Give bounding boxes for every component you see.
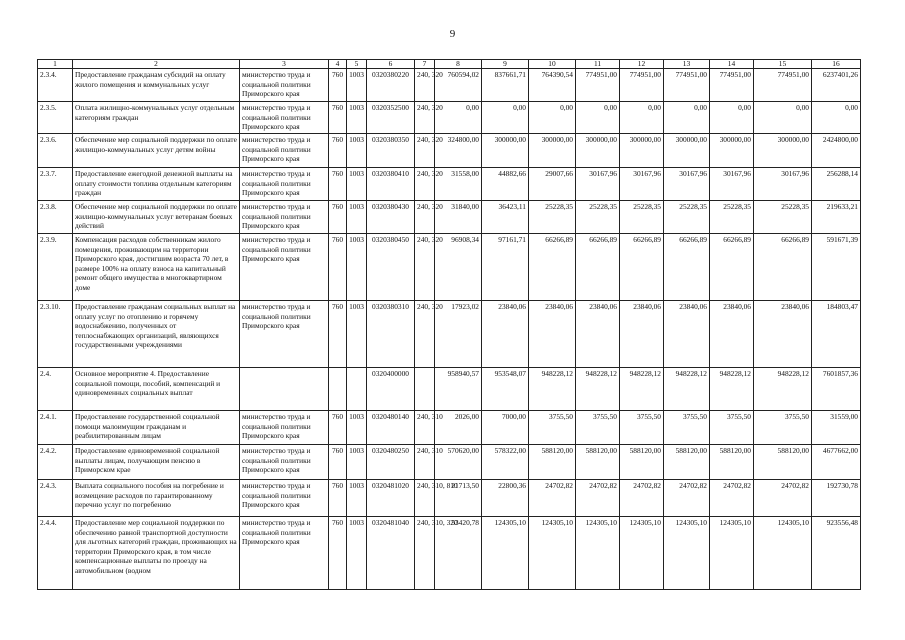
- row-number: 2.4.1.: [38, 411, 73, 445]
- amount-value: 958940,57: [435, 368, 482, 411]
- row-number: 2.4.3.: [38, 480, 73, 517]
- amount-value: 774951,00: [664, 69, 710, 102]
- amount-value: 24702,82: [620, 480, 664, 517]
- executor: министерство труда и социальной политики Приморского края: [240, 234, 329, 301]
- amount-value: 23840,06: [664, 301, 710, 368]
- amount-value: 25228,35: [576, 201, 620, 234]
- amount-value: 0,00: [529, 102, 576, 134]
- amount-value: 774951,00: [620, 69, 664, 102]
- measure-name: Предоставление мер социальной поддержки по обеспечению равной транспортной доступности для льготных категорий граждан, проживающих на территории Приморского края, в том числе компенсационные выплаты по проезду на автомобильном (водном: [73, 517, 240, 590]
- code-target-article: 0320380220: [367, 69, 415, 102]
- column-number-header-row: [38, 60, 861, 69]
- amount-value: 764390,54: [529, 69, 576, 102]
- amount-value: 774951,00: [710, 69, 754, 102]
- code-expense-type: 240, 310, 320: [415, 517, 435, 590]
- code-expense-type: 240, 320: [415, 102, 435, 134]
- code-expense-type: 240, 320: [415, 134, 435, 168]
- amount-value: 24702,82: [576, 480, 620, 517]
- amount-value: 953548,07: [482, 368, 529, 411]
- code-grbs: 760: [329, 134, 347, 168]
- amount-value: 588120,00: [710, 445, 754, 480]
- table-row: [38, 234, 861, 301]
- amount-value: 124305,10: [576, 517, 620, 590]
- measure-name: Предоставление гражданам субсидий на оплату жилого помещения и коммунальных услуг: [73, 69, 240, 102]
- measure-name: Предоставление государственной социальной помощи малоимущим гражданам и реабилитированным лицам: [73, 411, 240, 445]
- code-target-article: 0320480140: [367, 411, 415, 445]
- amount-total: 2424800,00: [812, 134, 861, 168]
- column-header: 5: [347, 60, 367, 69]
- executor: министерство труда и социальной политики Приморского края: [240, 301, 329, 368]
- code-section: 1003: [347, 517, 367, 590]
- code-target-article: 0320481020: [367, 480, 415, 517]
- code-target-article: 0320400000: [367, 368, 415, 411]
- code-grbs: 760: [329, 445, 347, 480]
- amount-value: 7000,00: [482, 411, 529, 445]
- amount-value: 570620,00: [435, 445, 482, 480]
- amount-value: 774951,00: [754, 69, 812, 102]
- amount-value: 948228,12: [529, 368, 576, 411]
- amount-value: 760594,02: [435, 69, 482, 102]
- executor: министерство труда и социальной политики Приморского края: [240, 102, 329, 134]
- executor: министерство труда и социальной политики Приморского края: [240, 480, 329, 517]
- code-target-article: 0320380410: [367, 168, 415, 201]
- amount-value: 3755,50: [754, 411, 812, 445]
- table-row: [38, 445, 861, 480]
- amount-total: 192730,78: [812, 480, 861, 517]
- code-expense-type: [415, 368, 435, 411]
- amount-value: 25228,35: [710, 201, 754, 234]
- code-grbs: 760: [329, 480, 347, 517]
- code-expense-type: 240, 320: [415, 301, 435, 368]
- code-section: 1003: [347, 480, 367, 517]
- amount-value: 324800,00: [435, 134, 482, 168]
- amount-total: 256288,14: [812, 168, 861, 201]
- code-grbs: [329, 368, 347, 411]
- row-number: 2.3.9.: [38, 234, 73, 301]
- amount-value: 23840,06: [620, 301, 664, 368]
- table-row: [38, 102, 861, 134]
- column-header: 12: [620, 60, 664, 69]
- column-header: 8: [435, 60, 482, 69]
- executor: министерство труда и социальной политики Приморского края: [240, 69, 329, 102]
- table-row: [38, 517, 861, 590]
- column-header: 4: [329, 60, 347, 69]
- amount-value: 124305,10: [754, 517, 812, 590]
- column-header: 2: [73, 60, 240, 69]
- column-header: 14: [710, 60, 754, 69]
- amount-value: 25228,35: [529, 201, 576, 234]
- amount-value: 23840,06: [576, 301, 620, 368]
- amount-value: 23840,06: [529, 301, 576, 368]
- amount-value: 948228,12: [576, 368, 620, 411]
- amount-value: 31840,00: [435, 201, 482, 234]
- amount-value: 23840,06: [754, 301, 812, 368]
- column-header: 1: [38, 60, 73, 69]
- measure-name: Компенсация расходов собственникам жилого помещения, проживающим на территории Приморского края, достигшим возраста 70 лет, в размере 100% на оплату взноса на капитальный ремонт общего имущества в многоквартирном доме: [73, 234, 240, 301]
- amount-value: 300000,00: [754, 134, 812, 168]
- table-row: [38, 168, 861, 201]
- amount-value: 2026,00: [435, 411, 482, 445]
- code-expense-type: 240, 320: [415, 69, 435, 102]
- amount-value: 300000,00: [710, 134, 754, 168]
- amount-value: 124305,10: [529, 517, 576, 590]
- code-grbs: 760: [329, 69, 347, 102]
- amount-value: 36423,11: [482, 201, 529, 234]
- amount-value: 0,00: [482, 102, 529, 134]
- code-expense-type: 240, 320: [415, 168, 435, 201]
- amount-value: 837661,71: [482, 69, 529, 102]
- amount-value: 3755,50: [576, 411, 620, 445]
- table-row: [38, 69, 861, 102]
- row-number: 2.3.5.: [38, 102, 73, 134]
- code-grbs: 760: [329, 201, 347, 234]
- amount-value: 578322,00: [482, 445, 529, 480]
- amount-value: 3755,50: [710, 411, 754, 445]
- column-header: 16: [812, 60, 861, 69]
- executor: [240, 368, 329, 411]
- column-header: 7: [415, 60, 435, 69]
- amount-value: 3755,50: [529, 411, 576, 445]
- amount-value: 300000,00: [664, 134, 710, 168]
- code-grbs: 760: [329, 301, 347, 368]
- code-section: 1003: [347, 445, 367, 480]
- code-target-article: 0320380430: [367, 201, 415, 234]
- amount-total: 219633,21: [812, 201, 861, 234]
- code-section: 1003: [347, 102, 367, 134]
- measure-name: Обеспечение мер социальной поддержки по оплате жилищно-коммунальных услуг ветеранам боевых действий: [73, 201, 240, 234]
- amount-value: 588120,00: [620, 445, 664, 480]
- row-number: 2.3.7.: [38, 168, 73, 201]
- amount-total: 4677662,00: [812, 445, 861, 480]
- code-expense-type: 240, 320: [415, 201, 435, 234]
- row-number: 2.3.8.: [38, 201, 73, 234]
- amount-value: 30167,96: [576, 168, 620, 201]
- code-expense-type: 240, 310: [415, 445, 435, 480]
- amount-value: 588120,00: [754, 445, 812, 480]
- column-header: 9: [482, 60, 529, 69]
- table-row: [38, 201, 861, 234]
- code-grbs: 760: [329, 411, 347, 445]
- amount-value: 774951,00: [576, 69, 620, 102]
- amount-value: 3755,50: [620, 411, 664, 445]
- amount-total: 0,00: [812, 102, 861, 134]
- amount-value: 30167,96: [620, 168, 664, 201]
- budget-table: [37, 59, 861, 590]
- amount-value: 66266,89: [620, 234, 664, 301]
- amount-value: 300000,00: [482, 134, 529, 168]
- amount-value: 30167,96: [664, 168, 710, 201]
- amount-total: 184803,47: [812, 301, 861, 368]
- measure-name: Предоставление единовременной социальной выплаты лицам, получающим пенсию в Приморском крае: [73, 445, 240, 480]
- amount-value: 588120,00: [529, 445, 576, 480]
- column-header: 13: [664, 60, 710, 69]
- code-section: 1003: [347, 411, 367, 445]
- code-expense-type: 240, 310: [415, 411, 435, 445]
- amount-value: 66266,89: [576, 234, 620, 301]
- column-header: 11: [576, 60, 620, 69]
- table-row: [38, 301, 861, 368]
- measure-name: Обеспечение мер социальной поддержки по оплате жилищно-коммунальных услуг детям войны: [73, 134, 240, 168]
- code-section: 1003: [347, 134, 367, 168]
- executor: министерство труда и социальной политики Приморского края: [240, 411, 329, 445]
- code-expense-type: 240, 310, 810: [415, 480, 435, 517]
- code-target-article: 0320480250: [367, 445, 415, 480]
- column-header: 15: [754, 60, 812, 69]
- code-section: 1003: [347, 168, 367, 201]
- amount-value: 22800,36: [482, 480, 529, 517]
- amount-value: 30167,96: [754, 168, 812, 201]
- code-section: [347, 368, 367, 411]
- amount-value: 66266,89: [710, 234, 754, 301]
- table-row: [38, 411, 861, 445]
- amount-value: 588120,00: [664, 445, 710, 480]
- measure-name: Предоставление ежегодной денежной выплаты на оплату стоимости топлива отдельным категориям граждан: [73, 168, 240, 201]
- row-number: 2.3.10.: [38, 301, 73, 368]
- executor: министерство труда и социальной политики Приморского края: [240, 168, 329, 201]
- executor: министерство труда и социальной политики Приморского края: [240, 134, 329, 168]
- amount-value: 948228,12: [754, 368, 812, 411]
- amount-value: 29007,66: [529, 168, 576, 201]
- table-row: [38, 480, 861, 517]
- amount-value: 25228,35: [754, 201, 812, 234]
- amount-value: 0,00: [435, 102, 482, 134]
- code-expense-type: 240, 320: [415, 234, 435, 301]
- executor: министерство труда и социальной политики Приморского края: [240, 517, 329, 590]
- amount-value: 24702,82: [529, 480, 576, 517]
- amount-total: 6237401,26: [812, 69, 861, 102]
- page-number: 9: [449, 28, 456, 40]
- amount-total: 7601857,36: [812, 368, 861, 411]
- amount-value: 66266,89: [529, 234, 576, 301]
- amount-value: 0,00: [664, 102, 710, 134]
- amount-value: 25228,35: [620, 201, 664, 234]
- amount-value: 66266,89: [664, 234, 710, 301]
- amount-value: 17923,02: [435, 301, 482, 368]
- column-header: 3: [240, 60, 329, 69]
- amount-value: 24702,82: [664, 480, 710, 517]
- amount-value: 3755,50: [664, 411, 710, 445]
- code-target-article: 0320481040: [367, 517, 415, 590]
- measure-name: Предоставление гражданам социальных выплат на оплату услуг по отоплению и горячему водоснабжению, полученных от теплоснабжающих организаций, являющихся государственными учреждениями: [73, 301, 240, 368]
- amount-value: 0,00: [576, 102, 620, 134]
- amount-value: 66266,89: [754, 234, 812, 301]
- amount-value: 948228,12: [664, 368, 710, 411]
- amount-value: 53420,78: [435, 517, 482, 590]
- amount-value: 25228,35: [664, 201, 710, 234]
- measure-name: Основное мероприятие 4. Предоставление социальной помощи, пособий, компенсаций и единовременных социальных выплат: [73, 368, 240, 411]
- amount-value: 21713,50: [435, 480, 482, 517]
- row-number: 2.4.: [38, 368, 73, 411]
- row-number: 2.4.2.: [38, 445, 73, 480]
- row-number: 2.3.6.: [38, 134, 73, 168]
- amount-total: 591671,39: [812, 234, 861, 301]
- amount-value: 0,00: [754, 102, 812, 134]
- amount-value: 124305,10: [620, 517, 664, 590]
- amount-value: 44882,66: [482, 168, 529, 201]
- amount-value: 948228,12: [620, 368, 664, 411]
- code-grbs: 760: [329, 517, 347, 590]
- amount-value: 948228,12: [710, 368, 754, 411]
- code-grbs: 760: [329, 102, 347, 134]
- executor: министерство труда и социальной политики Приморского края: [240, 201, 329, 234]
- amount-value: 23840,06: [710, 301, 754, 368]
- code-section: 1003: [347, 201, 367, 234]
- code-section: 1003: [347, 234, 367, 301]
- amount-value: 0,00: [710, 102, 754, 134]
- amount-value: 24702,82: [754, 480, 812, 517]
- amount-value: 97161,71: [482, 234, 529, 301]
- amount-value: 124305,10: [482, 517, 529, 590]
- table-row: [38, 368, 861, 411]
- column-header: 10: [529, 60, 576, 69]
- amount-total: 923556,48: [812, 517, 861, 590]
- amount-value: 588120,00: [576, 445, 620, 480]
- code-target-article: 0320352500: [367, 102, 415, 134]
- code-target-article: 0320380310: [367, 301, 415, 368]
- amount-value: 124305,10: [710, 517, 754, 590]
- amount-total: 31559,00: [812, 411, 861, 445]
- row-number: 2.4.4.: [38, 517, 73, 590]
- table-body: [38, 69, 861, 590]
- executor: министерство труда и социальной политики Приморского края: [240, 445, 329, 480]
- measure-name: Оплата жилищно-коммунальных услуг отдельным категориям граждан: [73, 102, 240, 134]
- amount-value: 96908,34: [435, 234, 482, 301]
- code-target-article: 0320380450: [367, 234, 415, 301]
- code-section: 1003: [347, 69, 367, 102]
- amount-value: 30167,96: [710, 168, 754, 201]
- row-number: 2.3.4.: [38, 69, 73, 102]
- code-section: 1003: [347, 301, 367, 368]
- amount-value: 31558,00: [435, 168, 482, 201]
- code-target-article: 0320380350: [367, 134, 415, 168]
- amount-value: 300000,00: [620, 134, 664, 168]
- amount-value: 23840,06: [482, 301, 529, 368]
- amount-value: 300000,00: [576, 134, 620, 168]
- amount-value: 124305,10: [664, 517, 710, 590]
- code-grbs: 760: [329, 168, 347, 201]
- code-grbs: 760: [329, 234, 347, 301]
- amount-value: 0,00: [620, 102, 664, 134]
- column-header: 6: [367, 60, 415, 69]
- table-row: [38, 134, 861, 168]
- amount-value: 24702,82: [710, 480, 754, 517]
- amount-value: 300000,00: [529, 134, 576, 168]
- measure-name: Выплата социального пособия на погребение и возмещение расходов по гарантированному перечню услуг по погребению: [73, 480, 240, 517]
